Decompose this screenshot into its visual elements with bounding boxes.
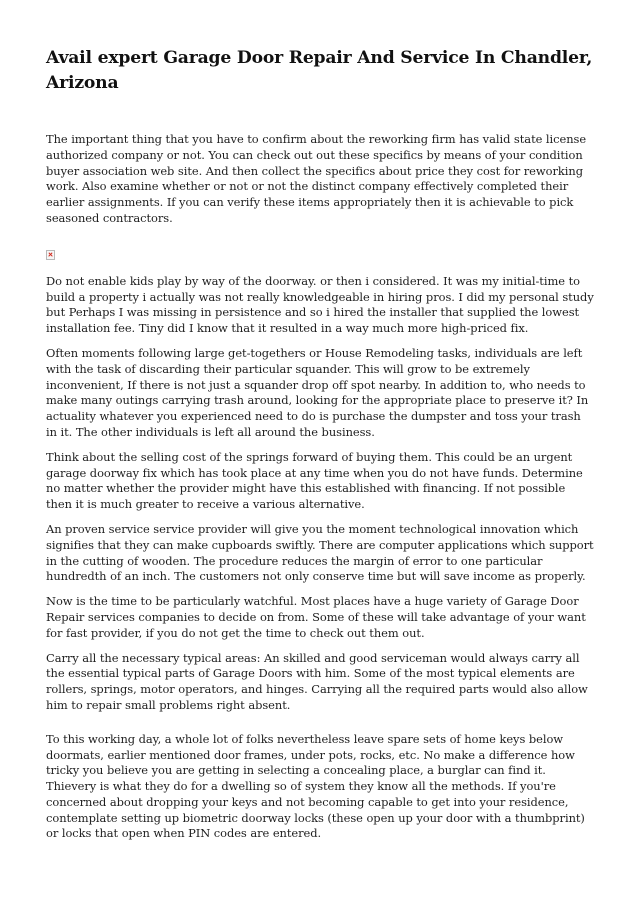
paragraph-3: Often moments following large get-togethers or House Remodeling tasks, individuals are left with the task of discarding their particular squander. This will grow to be extremely inconvenient, If there is not just a squander drop off spot nearby. In addition to, who needs to make many outings carrying trash around, looking for the appropriate place to preserve it? In actuality whatever you experienced need to do is purchase the dumpster and toss your trash in it. The other individuals is left all around the business. bbox=[46, 345, 589, 439]
paragraph-1: The important thing that you have to confirm about the reworking firm has valid state license authorized company or not. You can check out out these specifics by means of your condition buyer association web site. And then collect the specifics about price they cost for reworking work. Also examine whether or not or not the distinct company effectively completed their earlier assignments. If you can verify these items appropriately then it is achievable to pick seasoned contractors. bbox=[46, 132, 587, 225]
paragraph-4: Think about the selling cost of the springs forward of buying them. This could be an urgent garage doorway fix which has took place at any time when you do not have funds. Determine no matter whether the provider might have this established with financing. If not possible then it is much greater to receive a various alternative. bbox=[46, 449, 583, 512]
page-title: Avail expert Garage Door Repair And Service In Chandler, Arizona bbox=[46, 48, 593, 93]
paragraph-6: Now is the time to be particularly watchful. Most places have a huge variety of Garage Door Repair services companies to decide on from. Some of these will take advantage of your want for fast provider, if you do not get the time to check out them out. bbox=[46, 594, 586, 640]
paragraph-5: An proven service service provider will give you the moment technological innovation which signifies that they can make cupboards swiftly. There are computer applications which support in the cutting of wooden. The procedure reduces the margin of error to one particular hundredth of an inch. The customers not only conserve time but will save income as properly. bbox=[46, 521, 594, 584]
document-page bbox=[46, 46, 594, 842]
paragraph-2: Do not enable kids play by way of the doorway. or then i considered. It was my initial-time to build a property i actually was not really knowledgeable in hiring pros. I did my personal study but Perhaps I was missing in persistence and so i hired the installer that supplied the lowest installation fee. Tiny did I know that it resulted in a way much more high-priced fix. bbox=[46, 273, 594, 336]
paragraph-8: To this working day, a whole lot of folks nevertheless leave spare sets of home keys below doormats, earlier mentioned door frames, under pots, rocks, etc. No make a difference how tricky you believe you are getting in selecting a concealing place, a burglar can find it. Thievery is what they do for a dwelling so of system they know all the methods. If you're concerned about dropping your keys and not becoming capable to get into your residence, contemplate setting up biometric doorway locks (these open up your door with a thumbprint) or locks that open when PIN codes are entered. bbox=[46, 731, 585, 841]
paragraph-7: Carry all the necessary typical areas: An skilled and good serviceman would always carry all the essential typical parts of Garage Doors with him. Some of the most typical elements are rollers, springs, motor operators, and hinges. Carrying all the required parts would also allow him to repair small problems right absent. bbox=[46, 650, 588, 712]
broken-image-icon bbox=[46, 250, 55, 260]
